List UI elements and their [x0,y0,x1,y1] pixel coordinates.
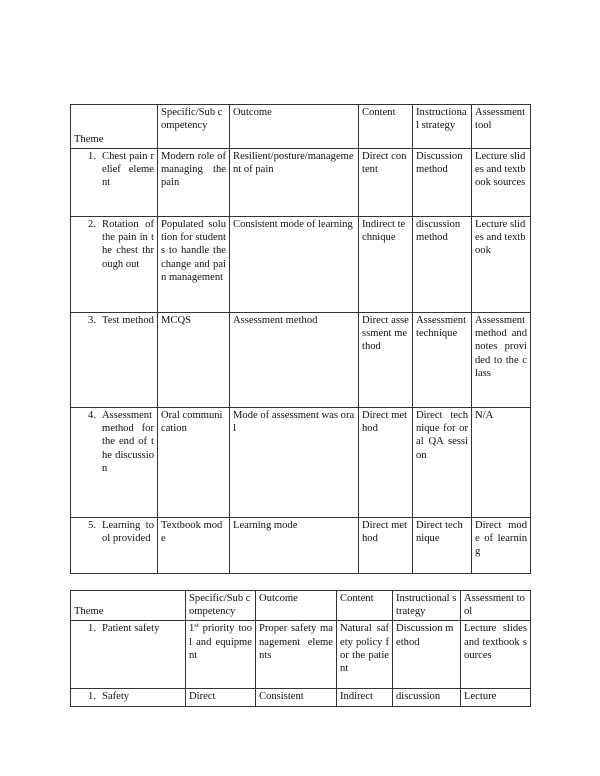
strategy-cell: Discussion method [413,149,472,217]
table-row [71,621,531,689]
theme-cell [71,313,158,408]
tool-cell: Lecture slides and textbook [472,217,531,313]
theme-cell [71,689,186,706]
table-row [71,689,531,706]
outcome-cell: Resilient/posture/management of pain [230,149,359,217]
header-tool: Assessment tool [472,105,531,149]
content-cell: Direct content [359,149,413,217]
table-row [71,217,531,313]
competency-table-2 [70,590,531,707]
theme-cell [71,408,158,518]
theme-text: Test method [102,315,154,326]
competency-cell: Modern role of managing the pain [158,149,230,217]
tool-cell: Lecture [461,689,531,706]
row-number: 3. [88,315,96,326]
table-row [71,408,531,518]
tool-cell: Direct mode of learning [472,518,531,574]
competency-cell: Oral communication [158,408,230,518]
competency-cell: MCQS [158,313,230,408]
tool-cell: Lecture slides and textbook sources [472,149,531,217]
content-cell: Direct assessment method [359,313,413,408]
content-cell: Natural safety policy for the patient [337,621,393,689]
theme-text: Rotation of the pain in the chest through out [102,219,154,270]
competency-text: priority tool and equipment [189,623,252,661]
competency-cell: Populated solution for students to handle the change and pain management [158,217,230,313]
header-outcome: Outcome [230,105,359,149]
outcome-cell: Consistent [256,689,337,706]
outcome-cell: Proper safety management elements [256,621,337,689]
content-cell: Direct method [359,518,413,574]
theme-text: Safety [102,691,130,703]
header-competency: Specific/Sub competency [158,105,230,149]
header-theme: Theme [71,105,158,149]
row-number: 1. [88,151,96,162]
header-tool: Assessment tool [461,591,531,621]
tool-cell: Assessment method and notes provided to the class [472,313,531,408]
theme-cell [71,217,158,313]
table-row [71,313,531,408]
theme-text: Chest pain relief element [102,151,154,189]
row-number: 2. [88,219,96,230]
header-content: Content [337,591,393,621]
competency-table-1 [70,104,531,574]
row-number: 1. [88,691,96,703]
strategy-cell: Assessment technique [413,313,472,408]
tool-cell: Lecture slides and textbook sources [461,621,531,689]
strategy-cell: Discussion method [393,621,461,689]
content-cell: Direct method [359,408,413,518]
outcome-cell: Learning mode [230,518,359,574]
header-theme: Theme [71,591,186,621]
competency-cell: Direct [186,689,256,706]
outcome-cell: Consistent mode of learning [230,217,359,313]
row-number: 1. [88,623,96,635]
header-strategy: Instructional strategy [393,591,461,621]
header-strategy: Instructional strategy [413,105,472,149]
header-outcome: Outcome [256,591,337,621]
theme-cell [71,621,186,689]
content-cell: Indirect technique [359,217,413,313]
content-cell: Indirect [337,689,393,706]
theme-cell [71,518,158,574]
row-number: 5. [88,520,96,531]
table-header-row [71,105,531,149]
outcome-cell: Assessment method [230,313,359,408]
header-content: Content [359,105,413,149]
competency-cell: Textbook mode [158,518,230,574]
ordinal-suffix: st [194,622,199,630]
outcome-cell: Mode of assessment was oral [230,408,359,518]
competency-ordinal: 1 [189,623,195,635]
strategy-cell: Direct technique [413,518,472,574]
header-competency: Specific/Sub competency [186,591,256,621]
table-header-row [71,591,531,621]
theme-text: Assessment method for the end of the discussion [102,410,154,474]
strategy-cell: discussion [393,689,461,706]
theme-text: Learning tool provided [102,520,154,545]
table-row [71,149,531,217]
strategy-cell: discussion method [413,217,472,313]
table-row [71,518,531,574]
strategy-cell: Direct technique for oral QA session [413,408,472,518]
theme-cell [71,149,158,217]
row-number: 4. [88,410,96,421]
competency-cell [186,621,256,689]
tool-cell: N/A [472,408,531,518]
theme-text: Patient safety [102,623,160,635]
